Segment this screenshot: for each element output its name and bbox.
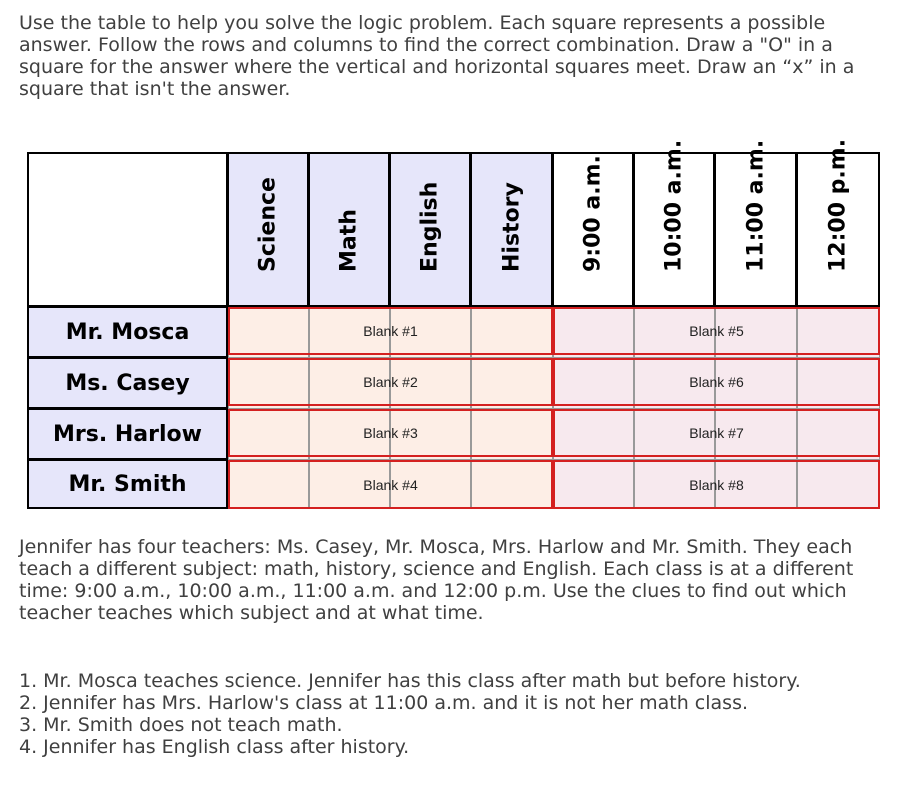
blank-4-label: Blank #4 bbox=[363, 476, 418, 493]
blank-2-dropdown[interactable] bbox=[228, 358, 553, 406]
row-label-mr-mosca: Mr. Mosca bbox=[27, 307, 228, 358]
blank-5-dropdown[interactable] bbox=[553, 307, 880, 355]
blank-3-dropdown[interactable] bbox=[228, 409, 553, 457]
column-header-science: Science bbox=[228, 152, 309, 307]
blank-1-label: Blank #1 bbox=[363, 323, 418, 339]
row-label-mrs-harlow: Mrs. Harlow bbox=[27, 409, 228, 460]
clue-1: 1. Mr. Mosca teaches science. Jennifer has this class after math but before history. bbox=[19, 670, 801, 692]
clues-list bbox=[19, 670, 889, 758]
blank-1-dropdown[interactable] bbox=[228, 307, 553, 355]
row-label-ms-casey: Ms. Casey bbox=[27, 358, 228, 409]
column-header-english: English bbox=[390, 152, 471, 307]
blank-3-label: Blank #3 bbox=[363, 425, 418, 441]
blank-8-label: Blank #8 bbox=[689, 476, 744, 493]
clue-3: 3. Mr. Smith does not teach math. bbox=[19, 714, 343, 736]
row-label-mr-smith: Mr. Smith bbox=[27, 460, 228, 509]
logic-grid-table bbox=[27, 138, 880, 509]
blank-5-label: Blank #5 bbox=[689, 323, 744, 339]
story-text: Jennifer has four teachers: Ms. Casey, Mr. Mosca, Mrs. Harlow and Mr. Smith. They each teach a different subject: math, history, science and English. Each class is at a different time: 9:00 a.m., 10:00 a.m., 11:00 a.m. and 12:00 p.m. Use the clues to find out which teacher teaches which subject and at what time. bbox=[19, 536, 854, 624]
blank-6-label: Blank #6 bbox=[689, 374, 744, 390]
column-header-10am: 10:00 a.m. bbox=[634, 152, 715, 307]
blank-7-dropdown[interactable] bbox=[553, 409, 880, 457]
column-header-math: Math bbox=[309, 152, 390, 307]
table-corner-cell bbox=[27, 152, 228, 307]
blank-8-dropdown[interactable] bbox=[553, 460, 880, 509]
column-header-12pm: 12:00 p.m. bbox=[797, 152, 880, 307]
blank-2-label: Blank #2 bbox=[363, 374, 418, 390]
blank-4-dropdown[interactable] bbox=[228, 460, 553, 509]
column-header-9am: 9:00 a.m. bbox=[553, 152, 634, 307]
blank-6-dropdown[interactable] bbox=[553, 358, 880, 406]
clue-2: 2. Jennifer has Mrs. Harlow's class at 11:00 a.m. and it is not her math class. bbox=[19, 692, 749, 714]
column-header-history: History bbox=[471, 152, 553, 307]
column-header-11am: 11:00 a.m. bbox=[715, 152, 797, 307]
instructions-text: Use the table to help you solve the logic problem. Each square represents a possible answer. Follow the rows and columns to find the correct combination. Draw a "O" in a square for the answer where the vertical and horizontal squares meet. Draw an “x” in a square that isn't the answer. bbox=[19, 12, 855, 100]
clue-4: 4. Jennifer has English class after history. bbox=[19, 736, 410, 758]
blank-7-label: Blank #7 bbox=[689, 425, 744, 441]
